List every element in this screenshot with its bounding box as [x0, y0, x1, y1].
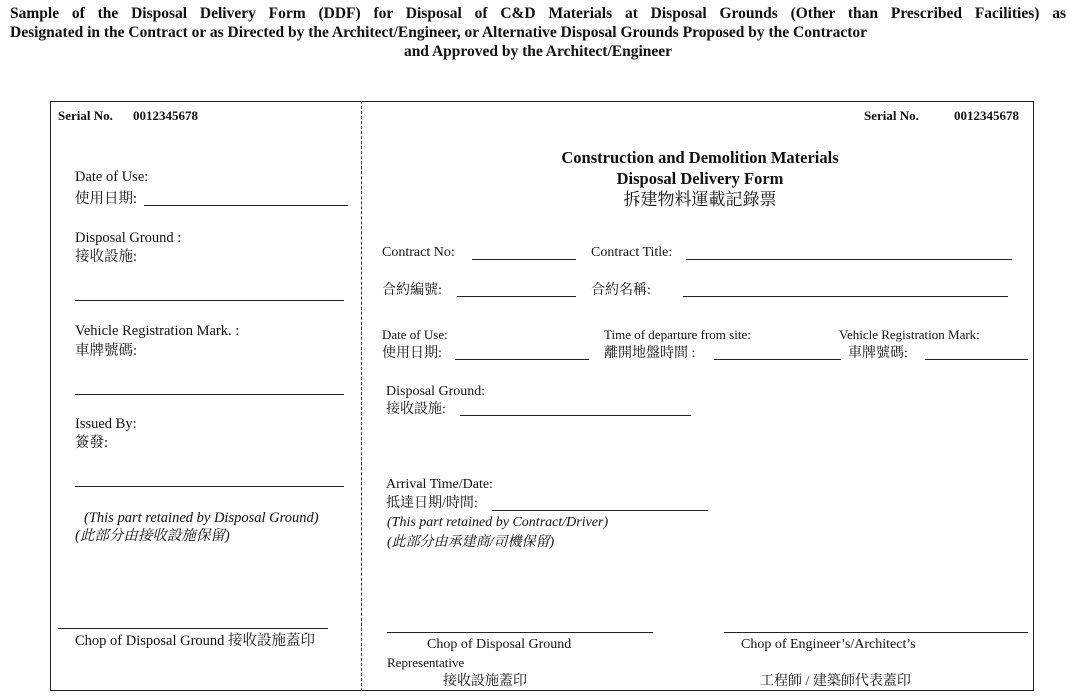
arrival-field[interactable] — [492, 510, 708, 511]
left-vehicle-field[interactable] — [75, 394, 344, 395]
right-retained-note-zh: (此部分由承建商/司機保留) — [387, 535, 555, 550]
right-vehicle-label-en: Vehicle Registration Mark: — [839, 327, 980, 342]
contract-title-field-zh[interactable] — [683, 296, 1008, 297]
contract-title-label-zh: 合約名稱: — [591, 283, 651, 298]
left-vehicle-label-zh: 車牌號碼: — [75, 343, 138, 359]
left-ground-label-en: Disposal Ground : — [75, 230, 182, 246]
contract-title-label-en: Contract Title: — [591, 245, 673, 260]
ground-chop-label-en-2: Representative — [387, 655, 465, 670]
right-date-field[interactable] — [455, 359, 589, 360]
form-title-zh: 拆建物料運載記錄票 — [623, 190, 777, 209]
ground-chop-line — [387, 632, 653, 633]
left-chop-label: Chop of Disposal Ground 接收設施蓋印 — [75, 633, 316, 649]
contract-no-label-en: Contract No: — [382, 245, 455, 260]
right-ground-label-en: Disposal Ground: — [386, 384, 486, 399]
left-date-field[interactable] — [144, 205, 348, 206]
departure-label-en: Time of departure from site: — [604, 327, 751, 342]
left-retained-note-zh: (此部分由接收設施保留) — [75, 528, 230, 544]
contract-title-field[interactable] — [686, 259, 1012, 260]
right-date-label-zh: 使用日期: — [382, 346, 442, 361]
form-title — [400, 147, 1000, 210]
right-vehicle-field[interactable] — [925, 359, 1028, 360]
ground-chop-label-zh: 接收設施蓋印 — [443, 674, 527, 689]
left-date-label-en: Date of Use: — [75, 169, 149, 185]
engineer-chop-label-zh: 工程師 / 建築師代表蓋印 — [760, 674, 911, 689]
arrival-label-en: Arrival Time/Date: — [386, 477, 493, 492]
heading-line-1: Sample of the Disposal Delivery Form (DDF) for Disposal of C&D Materials at Disposal Grounds (Other than Prescribed Facilities) as — [10, 5, 1066, 22]
arrival-label-zh: 抵達日期/時間: — [386, 496, 478, 511]
left-ground-label-zh: 接收設施: — [75, 249, 138, 265]
right-serial-value: 0012345678 — [954, 108, 1019, 123]
left-issued-label-en: Issued By: — [75, 416, 137, 432]
engineer-chop-label-en: Chop of Engineer’s/Architect’s — [741, 637, 916, 652]
left-vehicle-label-en: Vehicle Registration Mark. : — [75, 323, 240, 339]
right-ground-label-zh: 接收設施: — [386, 402, 446, 417]
page-heading — [10, 4, 1066, 61]
departure-field[interactable] — [714, 359, 841, 360]
right-date-label-en: Date of Use: — [382, 327, 448, 342]
left-ground-field[interactable] — [75, 300, 344, 301]
form-title-en-2: Disposal Delivery Form — [616, 169, 784, 188]
heading-line-2: Designated in the Contract or as Directed by the Architect/Engineer, or Alternative Disposal Grounds Proposed by the Contractor — [10, 24, 868, 41]
tear-off-divider — [361, 101, 362, 691]
right-vehicle-label-zh: 車牌號碼: — [848, 346, 908, 361]
right-retained-note-en: (This part retained by Contract/Driver) — [387, 515, 609, 530]
form-title-en-1: Construction and Demolition Materials — [561, 148, 839, 167]
contract-no-field[interactable] — [472, 259, 576, 260]
left-date-label-zh: 使用日期: — [75, 191, 138, 207]
left-retained-note-en: (This part retained by Disposal Ground) — [84, 510, 319, 526]
left-serial-value: 0012345678 — [133, 108, 198, 123]
departure-label-zh: 離開地盤時間 : — [604, 346, 696, 361]
engineer-chop-line — [724, 632, 1028, 633]
left-serial-label: Serial No. — [58, 108, 113, 123]
contract-no-label-zh: 合約編號: — [382, 283, 442, 298]
ground-chop-label-en: Chop of Disposal Ground — [427, 637, 572, 652]
left-issued-label-zh: 簽發: — [75, 435, 109, 451]
right-serial-label: Serial No. — [864, 108, 919, 123]
right-ground-field[interactable] — [460, 415, 691, 416]
left-chop-line — [58, 628, 328, 629]
heading-line-3: and Approved by the Architect/Engineer — [403, 43, 673, 60]
left-issued-field[interactable] — [75, 486, 344, 487]
contract-no-field-zh[interactable] — [457, 296, 576, 297]
